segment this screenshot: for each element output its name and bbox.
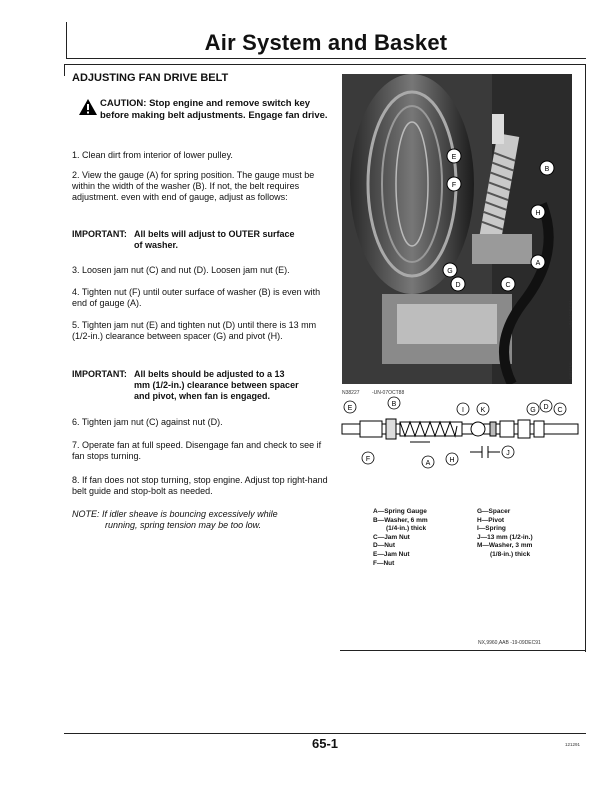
- section-rule: [64, 64, 586, 65]
- legend-item: (1/8-in.) thick: [490, 550, 531, 558]
- figure-rule-bottom: [340, 650, 586, 651]
- svg-text:D: D: [543, 404, 549, 411]
- step-2: 2. View the gauge (A) for spring position. The gauge must be within the width of the washer (B). If not, the belt requires adjustment. even with end of gauge, adjust as follows:: [72, 170, 315, 202]
- legend-item: (1/4-in.) thick: [386, 525, 427, 533]
- svg-text:J: J: [506, 450, 510, 457]
- svg-text:A: A: [425, 460, 431, 467]
- important-line: All belts should be adjusted to a 13: [134, 369, 285, 379]
- important-1: [72, 229, 336, 251]
- section-rule-left: [64, 64, 65, 76]
- svg-text:G: G: [530, 407, 536, 414]
- diagram-ref: N38227: [342, 390, 360, 396]
- svg-text:G: G: [447, 268, 453, 275]
- legend-item: E—Jam Nut: [373, 550, 410, 558]
- step-7: 7. Operate fan at full speed. Disengage fan and check to see if fan stops turning.: [72, 440, 322, 461]
- legend-item: B—Washer, 6 mm: [373, 516, 428, 524]
- legend-item: C—Jam Nut: [373, 533, 410, 541]
- warning-icon: [78, 98, 98, 116]
- important-2: [72, 369, 336, 402]
- important-line: mm (1/2-in.) clearance between spacer: [134, 380, 299, 390]
- svg-text:F: F: [365, 456, 371, 463]
- legend-item: D—Nut: [373, 542, 396, 550]
- diagram-date: -UN-07OCT88: [372, 390, 405, 396]
- legend-item: J—13 mm (1/2-in.): [477, 533, 533, 541]
- important-label: IMPORTANT:: [72, 229, 127, 239]
- legend-column-1: [373, 508, 473, 568]
- svg-text:E: E: [451, 154, 457, 161]
- svg-text:B: B: [544, 166, 550, 173]
- step-6: 6. Tighten jam nut (C) against nut (D).: [72, 417, 223, 427]
- svg-text:I: I: [462, 407, 464, 414]
- legend-item: I—Spring: [477, 525, 506, 533]
- svg-text:K: K: [480, 407, 486, 414]
- legend-item: F—Nut: [373, 559, 395, 567]
- header-rule: [66, 58, 586, 59]
- important-line: of washer.: [134, 240, 179, 250]
- svg-text:B: B: [391, 401, 397, 408]
- caution-text: CAUTION: Stop engine and remove switch key before making belt adjustments. Engage fan drive.: [100, 98, 328, 121]
- svg-text:A: A: [535, 260, 541, 267]
- step-8: 8. If fan does not stop turning, stop engine. Adjust top right-hand belt guide and stop-bolt as needed.: [72, 475, 328, 496]
- page-number: 65-1: [311, 736, 339, 751]
- legend-item: M—Washer, 3 mm: [477, 542, 533, 550]
- step-1: 1. Clean dirt from interior of lower pulley.: [72, 150, 233, 160]
- important-line: All belts will adjust to OUTER surface: [134, 229, 295, 239]
- photo-id: N8121AL: [568, 360, 573, 379]
- footer-code: 121291: [565, 742, 581, 747]
- svg-text:F: F: [451, 182, 457, 189]
- adjustment-diagram: [340, 394, 580, 476]
- svg-text:E: E: [347, 405, 353, 412]
- svg-text:C: C: [505, 282, 511, 289]
- step-5: 5. Tighten jam nut (E) and tighten nut (D) until there is 13 mm (1/2-in.) clearance between spacer (G) and pivot (H).: [72, 320, 317, 341]
- legend-column-2: [477, 508, 587, 560]
- belt-photo: [342, 74, 572, 384]
- note: [72, 509, 334, 531]
- section-rule-right: [585, 64, 586, 652]
- svg-text:H: H: [449, 457, 455, 464]
- note-line: running, spring tension may be too low.: [105, 520, 262, 530]
- svg-text:H: H: [535, 210, 541, 217]
- section-title: ADJUSTING FAN DRIVE BELT: [72, 72, 229, 84]
- step-3: 3. Loosen jam nut (C) and nut (D). Loosen jam nut (E).: [72, 265, 290, 275]
- legend-item: G—Spacer: [477, 508, 511, 515]
- document-ref: NX,9960,AAB -19-09DEC91: [478, 640, 541, 646]
- legend-item: A—Spring Gauge: [373, 508, 427, 515]
- legend-item: H—Pivot: [477, 516, 505, 524]
- step-4: 4. Tighten nut (F) until outer surface of washer (B) is even with end of gauge (A).: [72, 287, 321, 308]
- photo-ref: -UN-04DEC91: [568, 300, 573, 330]
- svg-text:D: D: [455, 282, 461, 289]
- important-line: and pivot, when fan is engaged.: [134, 391, 271, 401]
- important-label: IMPORTANT:: [72, 369, 127, 379]
- note-line: NOTE: If idler sheave is bouncing excessively while: [72, 509, 278, 519]
- footer-rule: [64, 733, 586, 734]
- svg-text:C: C: [557, 407, 563, 414]
- page-title: Air System and Basket: [204, 30, 448, 55]
